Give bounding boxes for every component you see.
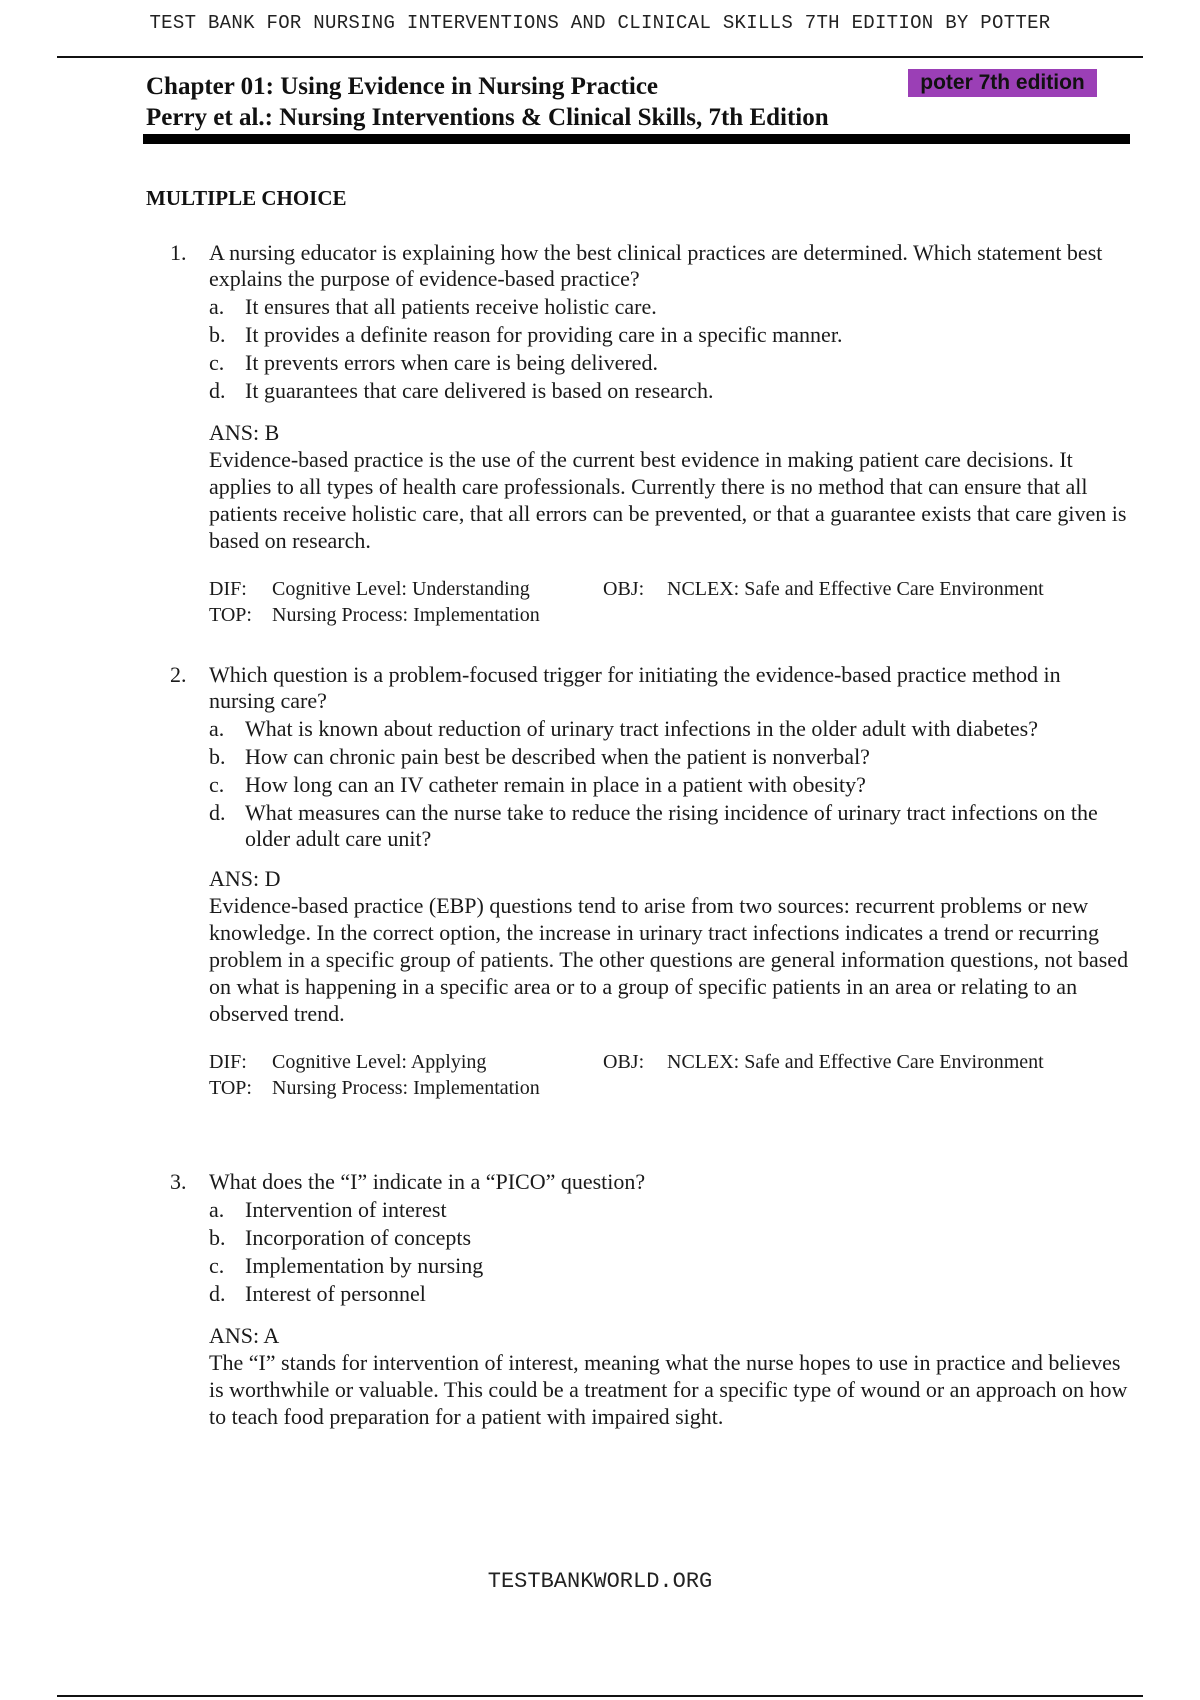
answer-key: ANS: A [209, 1323, 280, 1348]
question-2 [170, 662, 1130, 1101]
question-stem: Which question is a problem-focused trigger for initiating the evidence-based practice method in nursing care? [209, 662, 1061, 713]
option-b: b. Incorporation of concepts [209, 1225, 472, 1250]
obj-label: OBJ: [603, 578, 645, 600]
top-value: Nursing Process: Implementation [272, 1077, 540, 1099]
option-a: a. Intervention of interest [209, 1197, 447, 1222]
option-b: b. How can chronic pain best be described when the patient is nonverbal? [209, 744, 870, 769]
footer-divider [57, 1695, 1143, 1697]
running-header: TEST BANK FOR NURSING INTERVENTIONS AND CLINICAL SKILLS 7TH EDITION BY POTTER [149, 12, 1051, 34]
question-number: 1. [170, 240, 187, 265]
question-3 [170, 1169, 1130, 1430]
answer-options [209, 1197, 1130, 1309]
answer-options [209, 294, 1130, 406]
dif-value: Cognitive Level: Understanding [272, 578, 530, 600]
answer-block [209, 866, 1130, 1027]
obj-label: OBJ: [603, 1051, 645, 1073]
option-a: a. What is known about reduction of urinary tract infections in the older adult with diabetes? [209, 716, 1038, 741]
option-a: a. It ensures that all patients receive holistic care. [209, 294, 657, 319]
obj-value: NCLEX: Safe and Effective Care Environment [667, 578, 1044, 600]
question-1 [170, 240, 1130, 628]
question-number: 2. [170, 662, 187, 687]
question-metadata [209, 576, 1130, 628]
option-d: d. What measures can the nurse take to reduce the rising incidence of urinary tract infections on the older adult care unit? [209, 800, 1098, 851]
top-label: TOP: [209, 1077, 252, 1099]
title-thick-rule [143, 134, 1130, 144]
option-c: c. It prevents errors when care is being delivered. [209, 350, 658, 375]
question-stem: What does the “I” indicate in a “PICO” question? [209, 1169, 646, 1194]
top-label: TOP: [209, 604, 252, 626]
section-heading: MULTIPLE CHOICE [146, 186, 347, 210]
rationale: Evidence-based practice is the use of the current best evidence in making patient care decisions. It applies to all types of health care professionals. Currently there is no method that can ensure that all patients receive holistic care, that all errors can be prevented, or that a guarantee exists that care given is based on research. [209, 447, 1127, 553]
chapter-title: Chapter 01: Using Evidence in Nursing Practice [146, 73, 659, 100]
answer-key: ANS: D [209, 866, 281, 891]
answer-options [209, 716, 1130, 852]
dif-label: DIF: [209, 1051, 247, 1073]
rationale: The “I” stands for intervention of interest, meaning what the nurse hopes to use in practice and believes is worthwhile or valuable. This could be a treatment for a specific type of wound or an approach on how to teach food preparation for a patient with impaired sight. [209, 1350, 1128, 1429]
dif-label: DIF: [209, 578, 247, 600]
book-title: Perry et al.: Nursing Interventions & Clinical Skills, 7th Edition [146, 104, 829, 131]
answer-block [209, 420, 1130, 554]
top-value: Nursing Process: Implementation [272, 604, 540, 626]
option-d: d. Interest of personnel [209, 1281, 426, 1306]
question-metadata [209, 1049, 1130, 1101]
answer-key: ANS: B [209, 420, 280, 445]
edition-highlight-tag: poter 7th edition [908, 69, 1097, 97]
answer-block [209, 1323, 1130, 1430]
footer-watermark-text: TESTBANKWORLD.ORG [487, 1569, 713, 1594]
option-c: c. Implementation by nursing [209, 1253, 484, 1278]
option-c: c. How long can an IV catheter remain in place in a patient with obesity? [209, 772, 866, 797]
rationale: Evidence-based practice (EBP) questions tend to arise from two sources: recurrent problems or new knowledge. In the correct option, the increase in urinary tract infections indicates a trend or recurring problem in a specific group of patients. The other questions are general information questions, not based on what is happening in a specific area or to a group of specific patients in an area or relating to an observed trend. [209, 893, 1129, 1026]
question-stem: A nursing educator is explaining how the best clinical practices are determined. Which statement best explains the purpose of evidence-based practice? [209, 240, 1103, 291]
option-b: b. It provides a definite reason for providing care in a specific manner. [209, 322, 843, 347]
header-divider [57, 56, 1143, 58]
option-d: d. It guarantees that care delivered is based on research. [209, 378, 714, 403]
dif-value: Cognitive Level: Applying [272, 1051, 487, 1073]
question-number: 3. [170, 1169, 187, 1194]
obj-value: NCLEX: Safe and Effective Care Environment [667, 1051, 1044, 1073]
